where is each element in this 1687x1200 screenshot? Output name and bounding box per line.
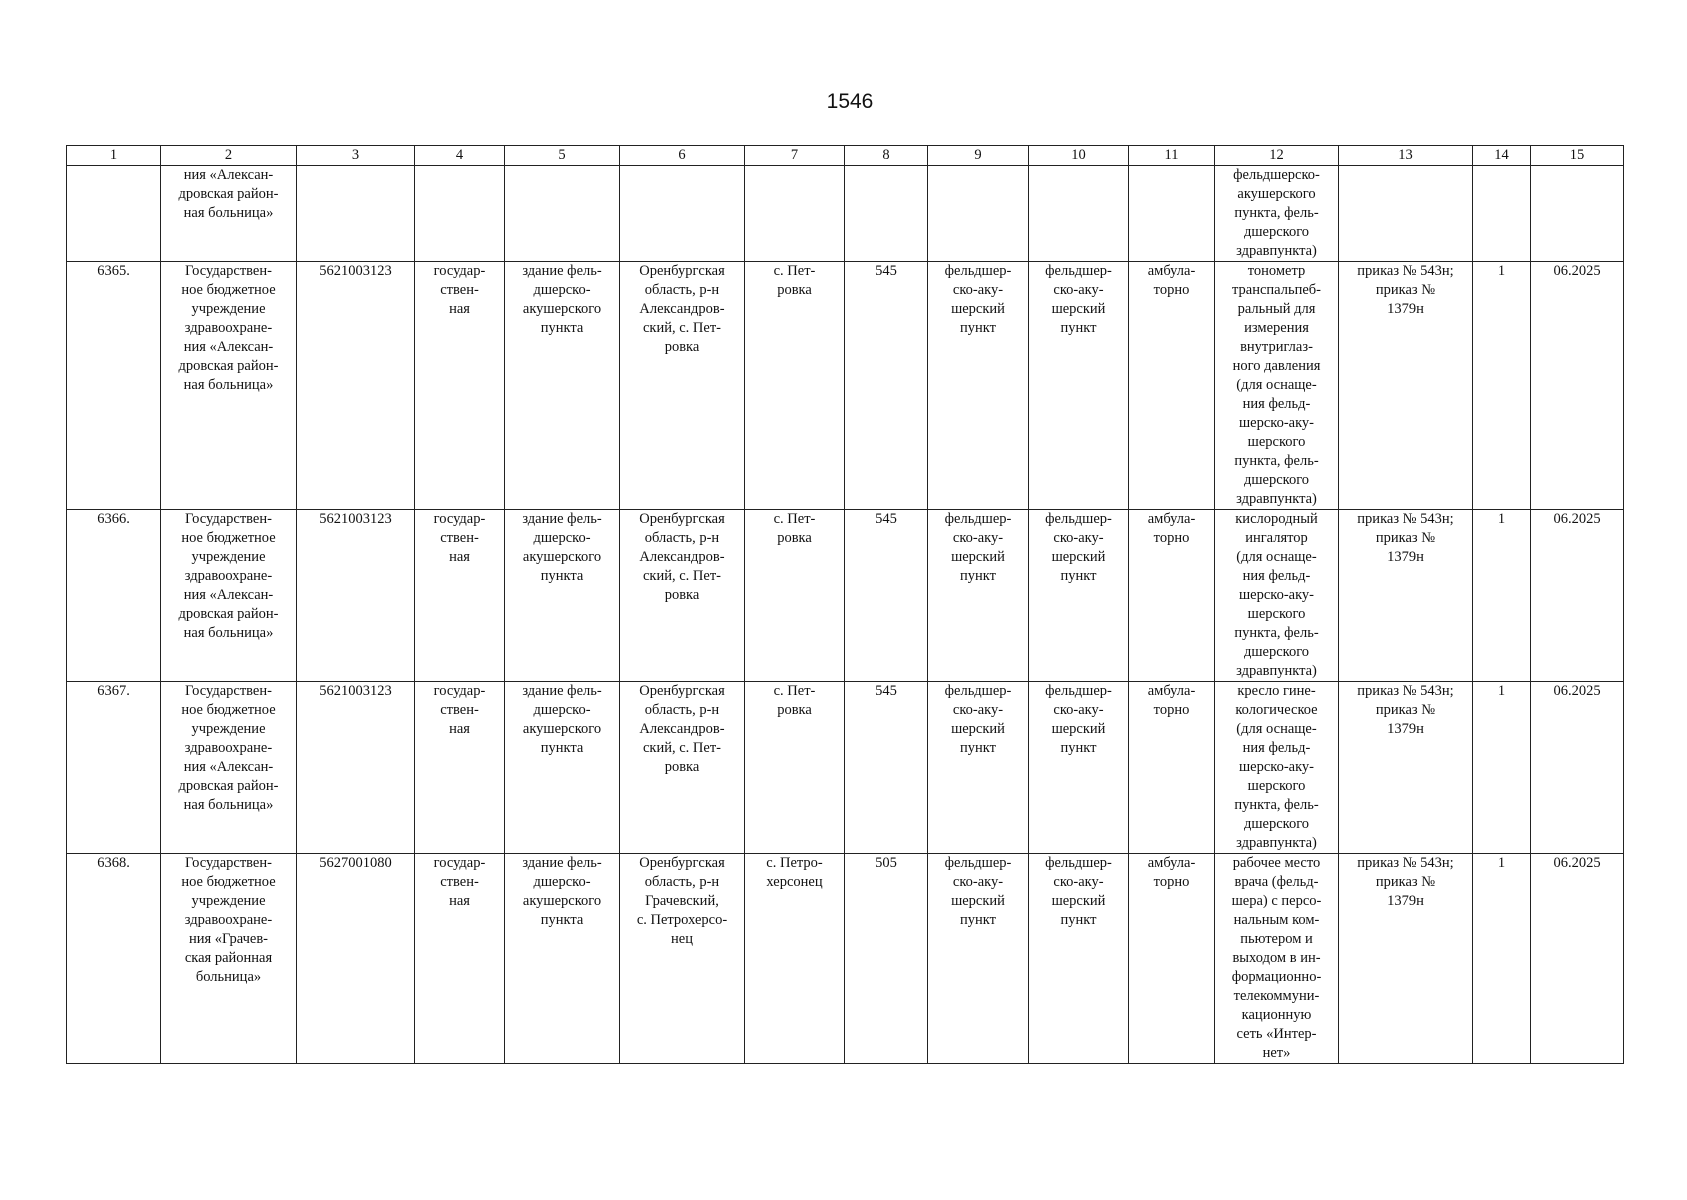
date-cell: 06.2025	[1531, 510, 1624, 682]
facility-type-cell: фельдшер- ско-аку- шерский пункт	[928, 682, 1029, 854]
order-cell: приказ № 543н; приказ № 1379н	[1339, 682, 1473, 854]
row-number	[67, 166, 161, 262]
equipment-cell: кресло гине- кологическое (для оснаще- ния фельд- шерско-аку- шерского пункта, фель- дшерского здравпункта)	[1215, 682, 1339, 854]
col-header: 15	[1531, 146, 1624, 166]
inn-cell: 5621003123	[297, 262, 415, 510]
organization-cell: Государствен- ное бюджетное учреждение здравоохране- ния «Алексан- дровская район- ная больница»	[161, 262, 297, 510]
table-row	[67, 262, 1624, 510]
organization-cell: Государствен- ное бюджетное учреждение здравоохране- ния «Алексан- дровская район- ная больница»	[161, 510, 297, 682]
care-mode-cell: амбула- торно	[1129, 510, 1215, 682]
facility-type-cell: фельдшер- ско-аку- шерский пункт	[928, 854, 1029, 1064]
date-cell: 06.2025	[1531, 262, 1624, 510]
organization-cell: ния «Алексан- дровская район- ная больница»	[161, 166, 297, 262]
page-number: 1546	[826, 90, 874, 113]
table-row	[67, 166, 1624, 262]
equipment-cell: рабочее место врача (фельд- шера) с персо- нальным ком- пьютером и выходом в ин- формационно- телекоммуни- кационную сеть «Интер- нет»	[1215, 854, 1339, 1064]
care-mode-cell: амбула- торно	[1129, 854, 1215, 1064]
building-cell: здание фель- дшерско- акушерского пункта	[505, 854, 620, 1064]
date-cell: 06.2025	[1531, 682, 1624, 854]
equipment-cell: фельдшерско- акушерского пункта, фель- дшерского здравпункта)	[1215, 166, 1339, 262]
col-header: 14	[1473, 146, 1531, 166]
facility-type-cell: фельдшер- ско-аку- шерский пункт	[928, 510, 1029, 682]
settlement-cell: с. Петро- херсонец	[745, 854, 845, 1064]
organization-cell: Государствен- ное бюджетное учреждение здравоохране- ния «Алексан- дровская район- ная больница»	[161, 682, 297, 854]
equipment-cell: кислородный ингалятор (для оснаще- ния фельд- шерско-аку- шерского пункта, фель- дшерского здравпункта)	[1215, 510, 1339, 682]
order-cell: приказ № 543н; приказ № 1379н	[1339, 854, 1473, 1064]
col-header: 6	[620, 146, 745, 166]
building-cell: здание фель- дшерско- акушерского пункта	[505, 682, 620, 854]
ownership-cell: государ- ствен- ная	[415, 510, 505, 682]
building-cell	[505, 166, 620, 262]
address-cell: Оренбургская область, р-н Александров- ский, с. Пет- ровка	[620, 682, 745, 854]
population-cell: 545	[845, 682, 928, 854]
unit-type-cell	[1029, 166, 1129, 262]
settlement-cell: с. Пет- ровка	[745, 262, 845, 510]
col-header: 9	[928, 146, 1029, 166]
date-cell	[1531, 166, 1624, 262]
date-cell: 06.2025	[1531, 854, 1624, 1064]
address-cell	[620, 166, 745, 262]
col-header: 13	[1339, 146, 1473, 166]
building-cell: здание фель- дшерско- акушерского пункта	[505, 510, 620, 682]
col-header: 4	[415, 146, 505, 166]
ownership-cell	[415, 166, 505, 262]
settlement-cell	[745, 166, 845, 262]
population-cell: 545	[845, 262, 928, 510]
registry-table	[66, 145, 1624, 1064]
population-cell	[845, 166, 928, 262]
unit-type-cell: фельдшер- ско-аку- шерский пункт	[1029, 854, 1129, 1064]
row-number: 6366.	[67, 510, 161, 682]
unit-type-cell: фельдшер- ско-аку- шерский пункт	[1029, 682, 1129, 854]
quantity-cell: 1	[1473, 854, 1531, 1064]
care-mode-cell	[1129, 166, 1215, 262]
column-number-row	[67, 146, 1624, 166]
col-header: 7	[745, 146, 845, 166]
row-number: 6368.	[67, 854, 161, 1064]
quantity-cell	[1473, 166, 1531, 262]
settlement-cell: с. Пет- ровка	[745, 682, 845, 854]
ownership-cell: государ- ствен- ная	[415, 854, 505, 1064]
quantity-cell: 1	[1473, 262, 1531, 510]
organization-cell: Государствен- ное бюджетное учреждение здравоохране- ния «Грачев- ская районная больница»	[161, 854, 297, 1064]
facility-type-cell: фельдшер- ско-аку- шерский пункт	[928, 262, 1029, 510]
col-header: 1	[67, 146, 161, 166]
unit-type-cell: фельдшер- ско-аку- шерский пункт	[1029, 262, 1129, 510]
inn-cell: 5621003123	[297, 510, 415, 682]
col-header: 3	[297, 146, 415, 166]
population-cell: 505	[845, 854, 928, 1064]
ownership-cell: государ- ствен- ная	[415, 682, 505, 854]
inn-cell: 5621003123	[297, 682, 415, 854]
inn-cell: 5627001080	[297, 854, 415, 1064]
col-header: 2	[161, 146, 297, 166]
quantity-cell: 1	[1473, 510, 1531, 682]
col-header: 8	[845, 146, 928, 166]
care-mode-cell: амбула- торно	[1129, 682, 1215, 854]
building-cell: здание фель- дшерско- акушерского пункта	[505, 262, 620, 510]
order-cell: приказ № 543н; приказ № 1379н	[1339, 510, 1473, 682]
address-cell: Оренбургская область, р-н Александров- ский, с. Пет- ровка	[620, 510, 745, 682]
row-number: 6367.	[67, 682, 161, 854]
settlement-cell: с. Пет- ровка	[745, 510, 845, 682]
order-cell	[1339, 166, 1473, 262]
table-row	[67, 510, 1624, 682]
equipment-cell: тонометр транспальпеб- ральный для измерения внутриглаз- ного давления (для оснаще- ния фельд- шерско-аку- шерского пункта, фель- дшерского здравпункта)	[1215, 262, 1339, 510]
col-header: 11	[1129, 146, 1215, 166]
table-row	[67, 854, 1624, 1064]
address-cell: Оренбургская область, р-н Александров- ский, с. Пет- ровка	[620, 262, 745, 510]
table-row	[67, 682, 1624, 854]
care-mode-cell: амбула- торно	[1129, 262, 1215, 510]
order-cell: приказ № 543н; приказ № 1379н	[1339, 262, 1473, 510]
unit-type-cell: фельдшер- ско-аку- шерский пункт	[1029, 510, 1129, 682]
col-header: 10	[1029, 146, 1129, 166]
col-header: 5	[505, 146, 620, 166]
address-cell: Оренбургская область, р-н Грачевский, с. Петрохерсо- нец	[620, 854, 745, 1064]
col-header: 12	[1215, 146, 1339, 166]
row-number: 6365.	[67, 262, 161, 510]
facility-type-cell	[928, 166, 1029, 262]
population-cell: 545	[845, 510, 928, 682]
ownership-cell: государ- ствен- ная	[415, 262, 505, 510]
quantity-cell: 1	[1473, 682, 1531, 854]
inn-cell	[297, 166, 415, 262]
